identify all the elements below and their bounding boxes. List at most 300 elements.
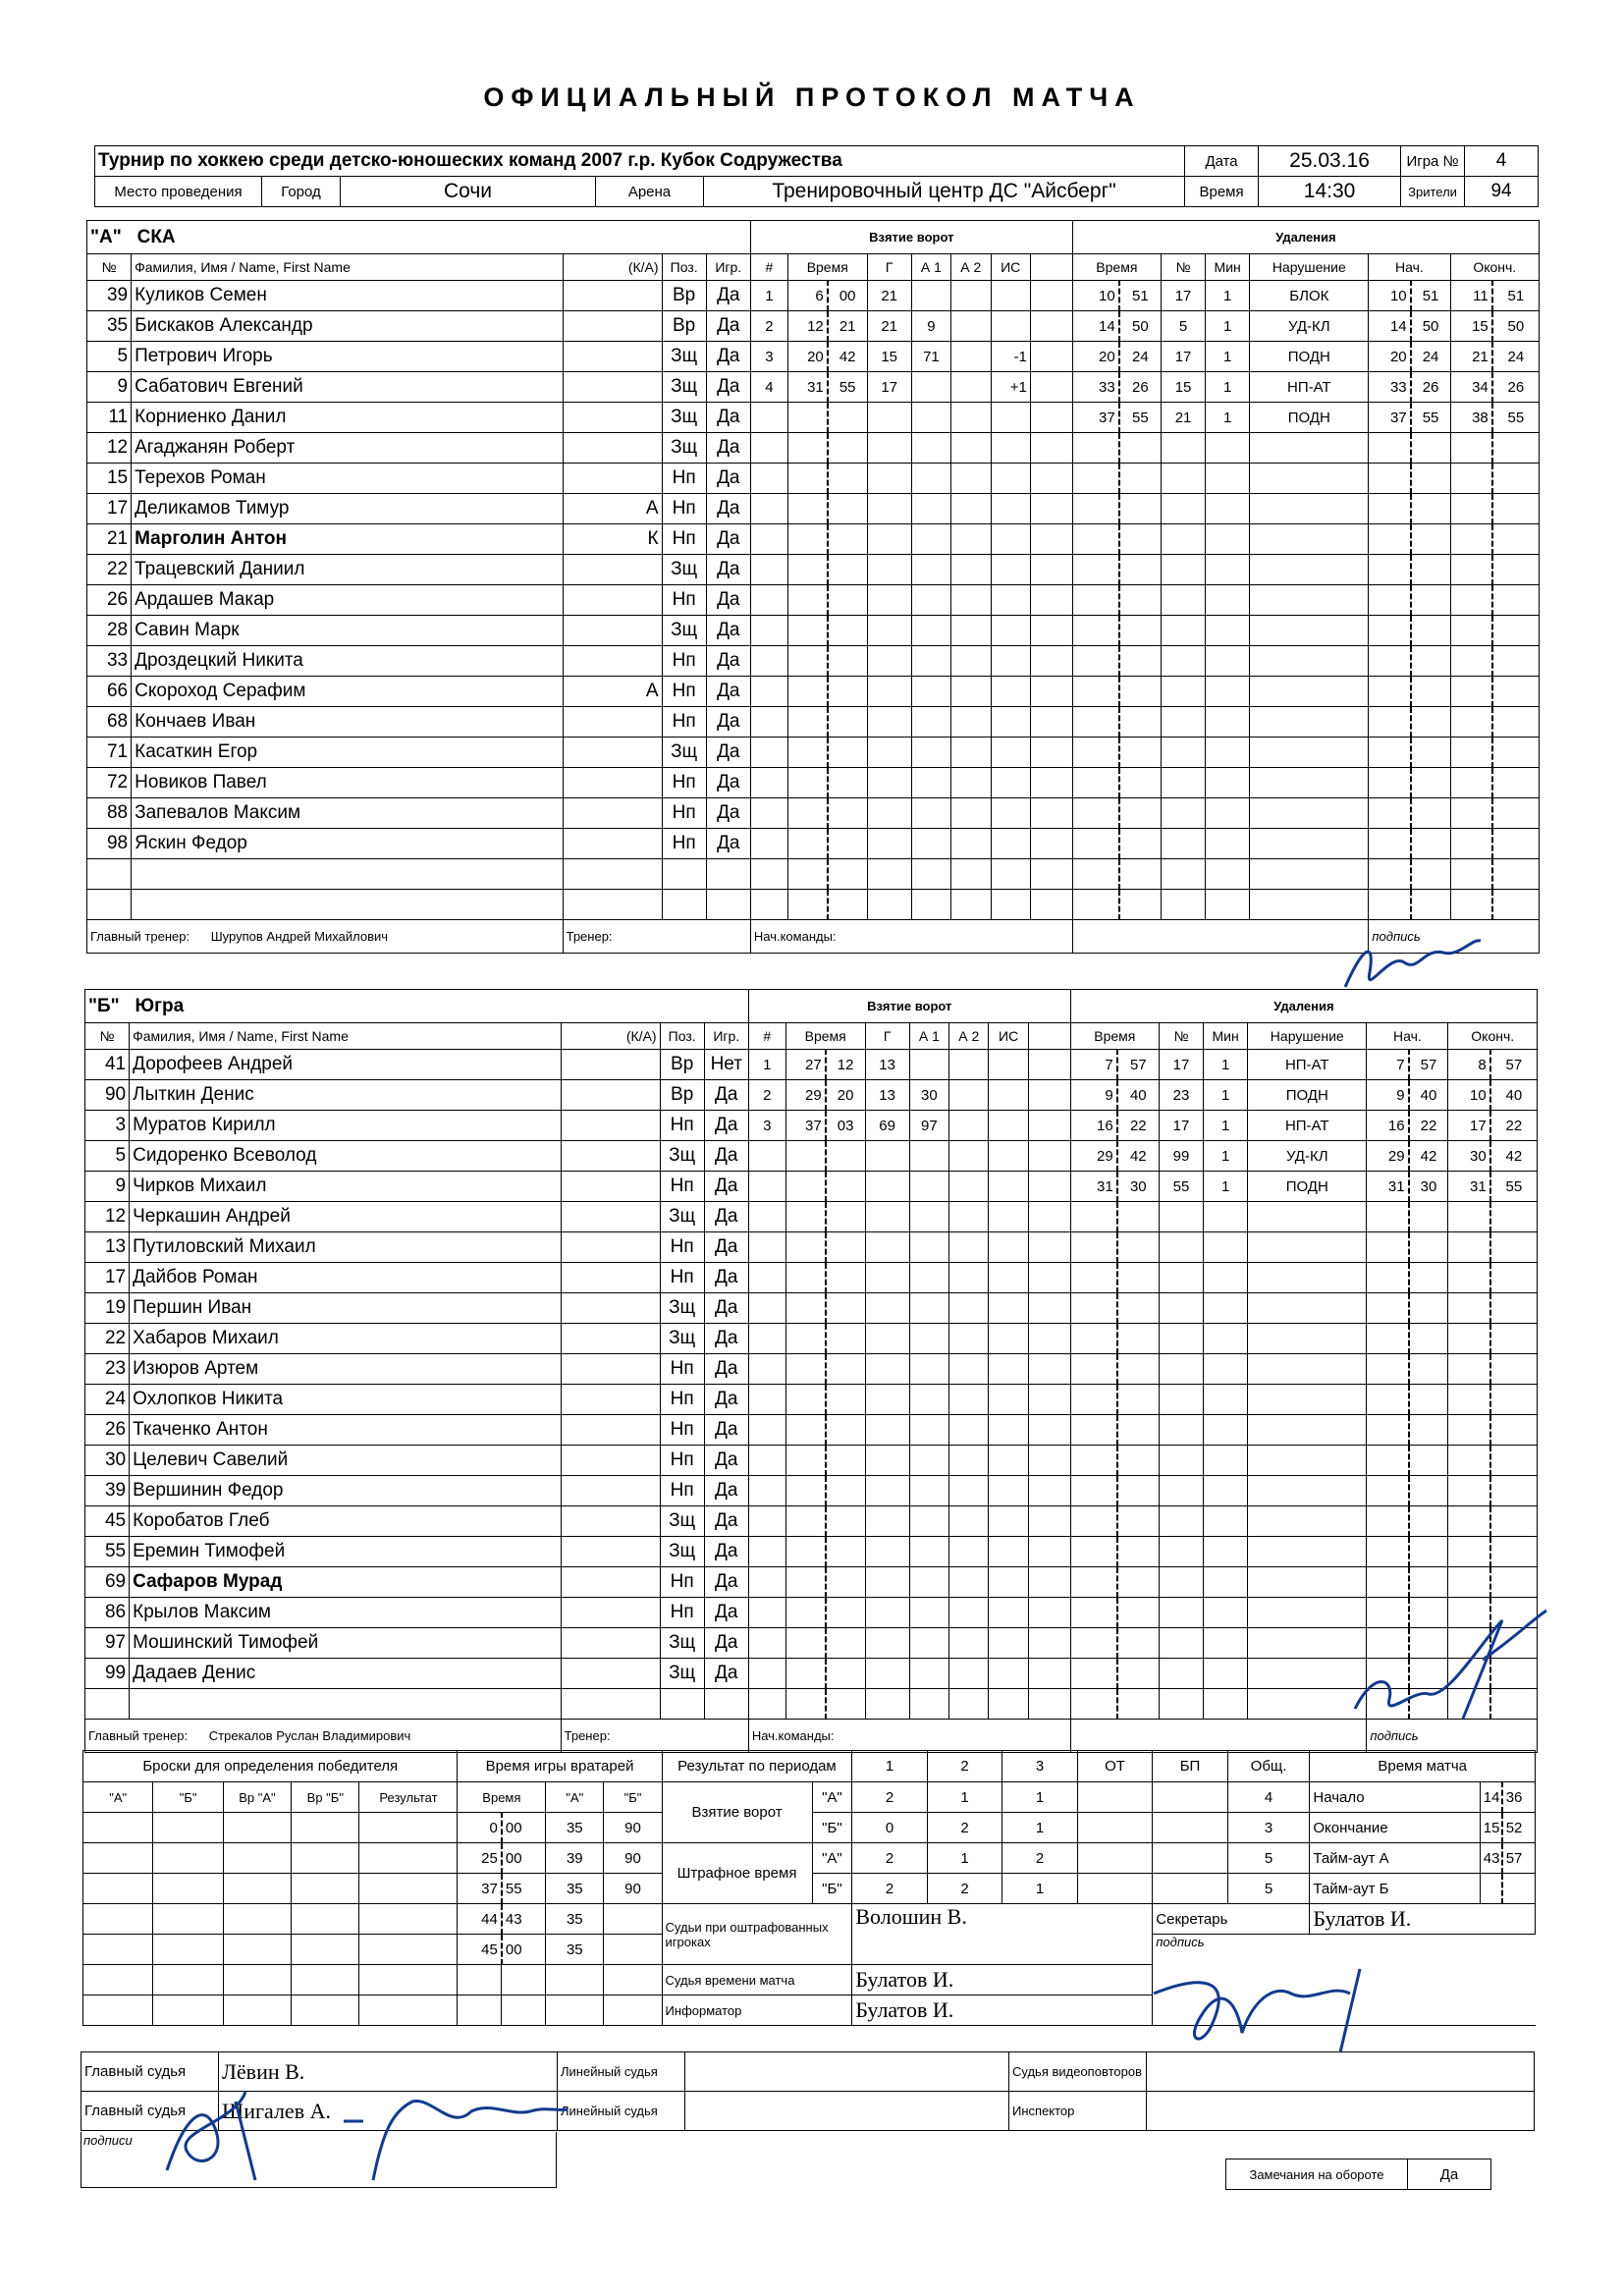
penalty-second: 40 xyxy=(1117,1080,1160,1111)
goal-assist2 xyxy=(951,738,991,768)
goal-assist2 xyxy=(949,1202,989,1232)
penalty-end-min xyxy=(1450,768,1492,798)
penalty-player xyxy=(1161,890,1205,920)
goal-situation xyxy=(991,403,1030,433)
player-row xyxy=(85,1598,1538,1628)
player-number: 5 xyxy=(87,342,132,372)
player-played: Да xyxy=(704,1354,748,1385)
penalty-minutes xyxy=(1204,1354,1248,1385)
penalty-end-sec: 26 xyxy=(1492,372,1540,403)
date-label: Дата xyxy=(1185,146,1259,177)
penalty-start-sec xyxy=(1409,1476,1448,1506)
goal-number: 2 xyxy=(750,311,787,342)
penalty-player xyxy=(1161,585,1205,616)
goal-second xyxy=(826,1598,865,1628)
goal-assist1 xyxy=(911,798,950,829)
player-number: 5 xyxy=(85,1141,130,1172)
penalty-second xyxy=(1119,585,1162,616)
penalty-player xyxy=(1161,707,1205,738)
goal-assist2 xyxy=(951,798,991,829)
penalty-box-judges-label: Судьи при оштрафованных игроках xyxy=(662,1904,852,1965)
goal-assist1 xyxy=(909,1293,948,1324)
goal-second xyxy=(826,1293,865,1324)
goal-second xyxy=(828,464,867,494)
gk-a-4: 35 xyxy=(546,1935,604,1965)
penalty-start-sec xyxy=(1409,1506,1448,1537)
goal-scorer xyxy=(865,1263,909,1293)
player-position: Нп xyxy=(662,768,706,798)
penalty-end-min xyxy=(1448,1293,1490,1324)
penalty-minute xyxy=(1070,1628,1117,1659)
player-number: 24 xyxy=(85,1385,130,1415)
player-row xyxy=(85,1415,1538,1446)
game-no-label: Игра № xyxy=(1401,146,1465,177)
shootout-col-gk-b: Вр "Б" xyxy=(292,1782,359,1813)
team-chief-label: Нач.команды: xyxy=(748,1720,1070,1753)
goal-scorer xyxy=(867,403,911,433)
goal-minute xyxy=(785,1141,825,1172)
goal-scorer: 21 xyxy=(867,311,911,342)
goal-assist2 xyxy=(949,1598,989,1628)
player-name: Хабаров Михаил xyxy=(130,1324,562,1354)
goal-second xyxy=(826,1415,865,1446)
player-played: Да xyxy=(706,829,750,859)
pim-a-ot xyxy=(1077,1843,1152,1874)
player-played: Да xyxy=(704,1080,748,1111)
goal-situation xyxy=(989,1111,1028,1141)
goals-b-so xyxy=(1153,1813,1227,1843)
penalty-minutes xyxy=(1204,1598,1248,1628)
player-name: Петрович Игорь xyxy=(132,342,563,372)
goal-minute xyxy=(787,464,827,494)
penalty-start-min xyxy=(1367,1385,1409,1415)
goal-minute xyxy=(785,1293,825,1324)
player-name: Першин Иван xyxy=(130,1293,562,1324)
goal-scorer xyxy=(867,433,911,464)
pim-a-total: 5 xyxy=(1227,1843,1310,1874)
goal-situation: -1 xyxy=(991,342,1030,372)
penalty-second xyxy=(1117,1476,1160,1506)
player-name: Дроздецкий Никита xyxy=(132,646,563,677)
penalty-end-min xyxy=(1450,859,1492,890)
penalty-end-min xyxy=(1450,798,1492,829)
goal-assist2 xyxy=(951,585,991,616)
goal-assist1 xyxy=(909,1537,948,1567)
penalty-end-sec xyxy=(1492,829,1540,859)
goal-situation xyxy=(989,1050,1028,1080)
penalty-minutes: 1 xyxy=(1204,1080,1248,1111)
penalty-second xyxy=(1119,829,1162,859)
player-number: 39 xyxy=(85,1476,130,1506)
goal-number xyxy=(750,859,787,890)
player-number: 33 xyxy=(87,646,132,677)
player-position: Нп xyxy=(662,707,706,738)
player-number: 45 xyxy=(85,1506,130,1537)
player-number xyxy=(85,1689,130,1720)
goal-assist2 xyxy=(949,1354,989,1385)
tournament-name: Турнир по хоккею среди детско-юношеских команд 2007 г.р. Кубок Содружества xyxy=(95,146,1185,177)
penalty-minutes: 1 xyxy=(1206,403,1250,433)
goal-assist1 xyxy=(909,1446,948,1476)
penalty-end-sec xyxy=(1490,1506,1538,1537)
player-name: Коробатов Глеб xyxy=(130,1506,562,1537)
penalty-violation xyxy=(1250,646,1369,677)
goal-situation xyxy=(989,1141,1028,1172)
inspector-label: Инспектор xyxy=(1009,2092,1147,2131)
gk-sec-2: 55 xyxy=(502,1874,546,1904)
goal-number xyxy=(748,1628,785,1659)
goal-assist2 xyxy=(949,1537,989,1567)
goal-minute xyxy=(785,1628,825,1659)
penalty-minute xyxy=(1072,464,1119,494)
penalty-minutes xyxy=(1204,1446,1248,1476)
col-name: Фамилия, Имя / Name, First Name xyxy=(132,254,563,281)
goal-assist2 xyxy=(949,1111,989,1141)
goal-minute xyxy=(785,1506,825,1537)
goal-minute xyxy=(785,1659,825,1689)
player-row xyxy=(85,1385,1538,1415)
penalty-start-min xyxy=(1367,1476,1409,1506)
player-position: Нп xyxy=(660,1476,704,1506)
penalty-minutes xyxy=(1206,646,1250,677)
penalty-minute: 10 xyxy=(1072,281,1119,311)
period-3: 3 xyxy=(1002,1751,1077,1782)
goal-second xyxy=(826,1537,865,1567)
goals-label: Взятие ворот xyxy=(662,1782,812,1843)
goal-assist1 xyxy=(909,1172,948,1202)
mt-label-3: Тайм-аут Б xyxy=(1310,1874,1480,1904)
penalty-end-sec: 55 xyxy=(1492,403,1540,433)
goal-assist2 xyxy=(951,464,991,494)
col-goal-scorer: Г xyxy=(865,1023,909,1050)
player-played: Да xyxy=(706,494,750,524)
goal-minute xyxy=(785,1476,825,1506)
penalty-end-sec xyxy=(1492,555,1540,585)
pim-team-b: "Б" xyxy=(812,1874,852,1904)
goal-second xyxy=(828,677,867,707)
penalty-second xyxy=(1119,798,1162,829)
penalty-start-min xyxy=(1367,1415,1409,1446)
penalty-second xyxy=(1119,494,1162,524)
penalty-start-min xyxy=(1369,433,1411,464)
penalty-minute xyxy=(1072,768,1119,798)
penalty-minute xyxy=(1070,1263,1117,1293)
penalty-start-min xyxy=(1369,707,1411,738)
player-number: 99 xyxy=(85,1659,130,1689)
goals-team-a: "А" xyxy=(812,1782,852,1813)
player-role xyxy=(563,372,662,403)
team_a-letter: "А" xyxy=(90,226,122,247)
gk-col-a: "А" xyxy=(546,1782,604,1813)
player-position: Нп xyxy=(660,1263,704,1293)
penalty-minute xyxy=(1072,524,1119,555)
goal-situation xyxy=(991,677,1030,707)
player-row xyxy=(87,311,1540,342)
penalty-player: 15 xyxy=(1161,372,1205,403)
penalty-start-sec xyxy=(1411,433,1450,464)
penalty-minutes xyxy=(1206,616,1250,646)
player-position: Нп xyxy=(660,1415,704,1446)
head-coach-name: Шурупов Андрей Михайлович xyxy=(210,929,389,944)
player-role xyxy=(561,1659,660,1689)
col-violation: Нарушение xyxy=(1248,1023,1367,1050)
secretary-label: Секретарь xyxy=(1153,1904,1310,1935)
goal-assist1 xyxy=(911,433,950,464)
penalty-start-sec xyxy=(1411,768,1450,798)
goal-second xyxy=(826,1232,865,1263)
penalty-end-sec xyxy=(1492,707,1540,738)
penalty-second xyxy=(1119,890,1162,920)
player-number: 28 xyxy=(87,616,132,646)
goal-second xyxy=(826,1324,865,1354)
penalty-start-min: 10 xyxy=(1369,281,1411,311)
goal-assist2 xyxy=(951,890,991,920)
penalty-second xyxy=(1119,433,1162,464)
gk-min-0: 0 xyxy=(458,1813,502,1843)
player-role xyxy=(561,1415,660,1446)
penalty-player xyxy=(1159,1598,1203,1628)
player-number: 23 xyxy=(85,1354,130,1385)
goal-situation xyxy=(989,1415,1028,1446)
goal-assist1 xyxy=(911,768,950,798)
penalty-violation: НП-АТ xyxy=(1250,372,1369,403)
pim-b-ot xyxy=(1077,1874,1152,1904)
player-played: Да xyxy=(706,616,750,646)
penalty-start-sec xyxy=(1411,829,1450,859)
penalty-minutes: 1 xyxy=(1206,372,1250,403)
penalty-minutes xyxy=(1204,1415,1248,1446)
goal-scorer xyxy=(867,464,911,494)
goal-assist1 xyxy=(911,890,950,920)
penalty-minutes xyxy=(1206,798,1250,829)
goal-assist1 xyxy=(909,1598,948,1628)
player-played: Да xyxy=(704,1324,748,1354)
player-played: Да xyxy=(704,1628,748,1659)
goals-b-p1: 0 xyxy=(852,1813,927,1843)
mt-label-1: Окончание xyxy=(1310,1813,1480,1843)
col-pen-end: Оконч. xyxy=(1450,254,1540,281)
goal-assist2 xyxy=(949,1232,989,1263)
col-pen-start: Нач. xyxy=(1367,1023,1448,1050)
player-played: Да xyxy=(704,1659,748,1689)
goal-situation xyxy=(991,707,1030,738)
goals-a-p1: 2 xyxy=(852,1782,927,1813)
player-played: Да xyxy=(704,1385,748,1415)
goal-scorer xyxy=(865,1293,909,1324)
goal-scorer xyxy=(865,1415,909,1446)
player-name: Ткаченко Антон xyxy=(130,1415,562,1446)
penalty-violation xyxy=(1250,524,1369,555)
goal-minute xyxy=(785,1415,825,1446)
penalty-violation xyxy=(1248,1537,1367,1567)
goal-second xyxy=(828,555,867,585)
player-name xyxy=(130,1689,562,1720)
goal-second xyxy=(826,1202,865,1232)
goal-assist2 xyxy=(949,1080,989,1111)
penalty-start-min xyxy=(1369,646,1411,677)
penalty-player xyxy=(1159,1567,1203,1598)
penalty-violation xyxy=(1248,1446,1367,1476)
penalty-minutes xyxy=(1206,524,1250,555)
goals-team-b: "Б" xyxy=(812,1813,852,1843)
goal-second xyxy=(826,1476,865,1506)
team_a-roster-table xyxy=(86,220,1540,954)
penalty-end-min xyxy=(1448,1385,1490,1415)
player-row xyxy=(87,646,1540,677)
penalty-violation: УД-КЛ xyxy=(1250,311,1369,342)
penalty-end-min xyxy=(1450,707,1492,738)
player-position: Зщ xyxy=(660,1324,704,1354)
shootout-col-b: "Б" xyxy=(153,1782,223,1813)
penalty-end-sec xyxy=(1490,1324,1538,1354)
penalty-second xyxy=(1117,1354,1160,1385)
penalty-end-sec: 55 xyxy=(1490,1172,1538,1202)
player-played: Нет xyxy=(704,1050,748,1080)
goal-minute xyxy=(787,798,827,829)
penalty-minutes: 1 xyxy=(1206,342,1250,372)
signature-coach-a xyxy=(1335,933,1483,1002)
goal-assist1 xyxy=(911,524,950,555)
goal-number: 4 xyxy=(750,372,787,403)
goal-assist2 xyxy=(951,616,991,646)
goal-minute xyxy=(787,585,827,616)
player-position: Вр xyxy=(660,1050,704,1080)
col-assist1: А 1 xyxy=(911,254,950,281)
player-position xyxy=(662,890,706,920)
goal-assist1 xyxy=(909,1689,948,1720)
goal-scorer xyxy=(865,1567,909,1598)
goal-minute xyxy=(785,1567,825,1598)
player-role xyxy=(563,342,662,372)
player-played: Да xyxy=(704,1476,748,1506)
goal-second xyxy=(828,494,867,524)
player-role xyxy=(563,555,662,585)
goal-minute xyxy=(785,1537,825,1567)
penalty-violation xyxy=(1250,494,1369,524)
penalty-minute: 7 xyxy=(1070,1050,1117,1080)
penalty-start-sec: 55 xyxy=(1411,403,1450,433)
penalty-end-sec xyxy=(1492,585,1540,616)
goal-scorer xyxy=(865,1659,909,1689)
penalty-violation: УД-КЛ xyxy=(1248,1141,1367,1172)
penalty-player xyxy=(1161,677,1205,707)
penalty-player: 23 xyxy=(1159,1080,1203,1111)
mt-min-3 xyxy=(1480,1874,1501,1904)
penalty-start-sec xyxy=(1411,646,1450,677)
penalty-minute: 16 xyxy=(1070,1111,1117,1141)
goal-minute xyxy=(787,646,827,677)
penalty-start-min xyxy=(1369,585,1411,616)
player-name: Запевалов Максим xyxy=(132,798,563,829)
player-played: Да xyxy=(704,1506,748,1537)
goal-second: 12 xyxy=(826,1050,865,1080)
remarks-table xyxy=(1225,2159,1491,2190)
player-position: Зщ xyxy=(660,1141,704,1172)
player-played: Да xyxy=(704,1202,748,1232)
goal-number xyxy=(750,403,787,433)
goal-assist2 xyxy=(949,1293,989,1324)
player-number: 9 xyxy=(85,1172,130,1202)
remarks-value: Да xyxy=(1408,2159,1491,2190)
goal-situation xyxy=(991,859,1030,890)
penalty-player xyxy=(1159,1537,1203,1567)
penalty-start-sec xyxy=(1409,1354,1448,1385)
goal-minute xyxy=(787,859,827,890)
col-spacer xyxy=(1028,1023,1070,1050)
goal-number xyxy=(750,677,787,707)
player-played: Да xyxy=(706,464,750,494)
player-row xyxy=(85,1141,1538,1172)
penalty-end-min xyxy=(1448,1324,1490,1354)
gk-col-time: Время xyxy=(458,1782,546,1813)
player-position: Нп xyxy=(662,585,706,616)
penalty-end-sec xyxy=(1490,1567,1538,1598)
goal-number xyxy=(748,1506,785,1537)
penalty-end-min xyxy=(1448,1354,1490,1385)
player-played: Да xyxy=(706,342,750,372)
penalty-start-sec: 26 xyxy=(1411,372,1450,403)
penalty-minute xyxy=(1072,494,1119,524)
player-position: Нп xyxy=(662,829,706,859)
penalty-minutes xyxy=(1204,1689,1248,1720)
penalty-player xyxy=(1161,829,1205,859)
player-row xyxy=(87,494,1540,524)
pim-b-p3: 1 xyxy=(1002,1874,1077,1904)
goal-situation xyxy=(991,433,1030,464)
referee-signatures-label: подписи xyxy=(83,2133,133,2148)
penalty-player xyxy=(1161,494,1205,524)
penalty-start-min xyxy=(1367,1324,1409,1354)
penalty-start-sec xyxy=(1409,1293,1448,1324)
player-number: 17 xyxy=(87,494,132,524)
player-role xyxy=(561,1354,660,1385)
goal-assist2 xyxy=(951,342,991,372)
goal-minute: 12 xyxy=(787,311,827,342)
page-title: ОФИЦИАЛЬНЫЙ ПРОТОКОЛ МАТЧА xyxy=(483,82,1141,112)
city-label: Город xyxy=(262,177,341,207)
penalty-start-sec xyxy=(1409,1537,1448,1567)
player-position: Зщ xyxy=(660,1202,704,1232)
goal-situation xyxy=(991,646,1030,677)
penalty-minute xyxy=(1072,585,1119,616)
penalty-start-sec: 40 xyxy=(1409,1080,1448,1111)
linesman-label-2: Линейный судья xyxy=(558,2092,685,2131)
penalty-start-min xyxy=(1367,1263,1409,1293)
penalty-end-sec xyxy=(1490,1446,1538,1476)
penalty-start-sec xyxy=(1409,1415,1448,1446)
goal-scorer xyxy=(867,798,911,829)
penalty-end-min xyxy=(1448,1537,1490,1567)
col-ka: (К/А) xyxy=(561,1023,660,1050)
goal-scorer xyxy=(867,738,911,768)
col-pen-time: Время xyxy=(1070,1023,1159,1050)
goal-assist1 xyxy=(911,829,950,859)
penalty-minutes xyxy=(1204,1263,1248,1293)
goal-minute xyxy=(785,1385,825,1415)
penalty-minute xyxy=(1070,1476,1117,1506)
player-number: 71 xyxy=(87,738,132,768)
referee-label-1: Главный судья xyxy=(81,2052,219,2092)
goal-assist2 xyxy=(949,1050,989,1080)
player-name: Крылов Максим xyxy=(130,1598,562,1628)
goal-number xyxy=(748,1202,785,1232)
player-role xyxy=(563,585,662,616)
goal-assist2 xyxy=(949,1324,989,1354)
col-play: Игр. xyxy=(706,254,750,281)
penalty-violation xyxy=(1250,738,1369,768)
penalty-violation: НП-АТ xyxy=(1248,1111,1367,1141)
player-row xyxy=(85,1232,1538,1263)
